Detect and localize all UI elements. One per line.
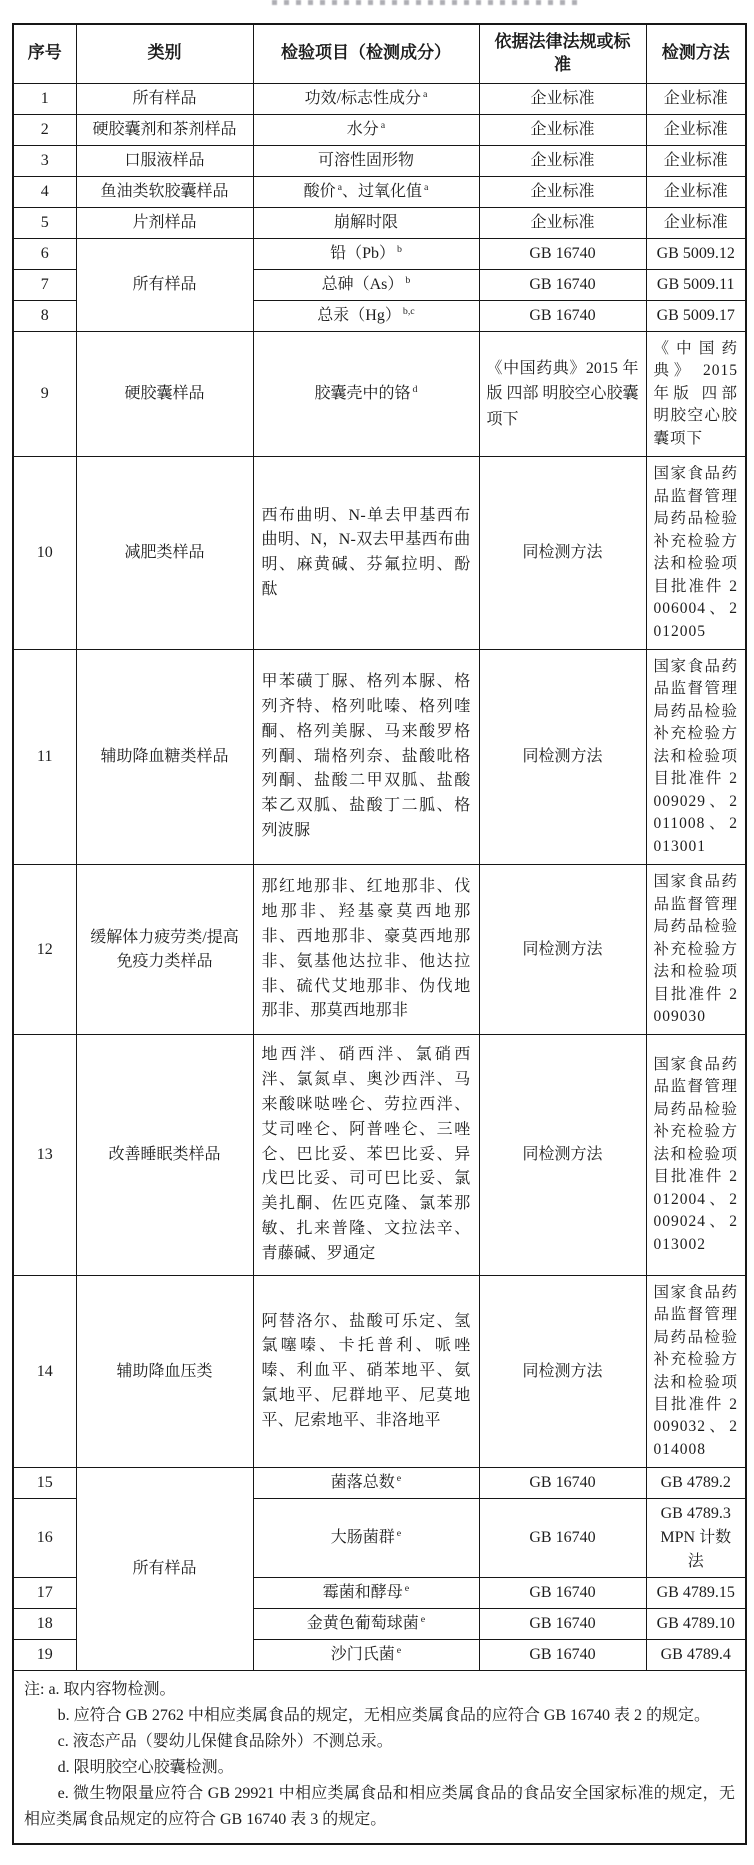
legal-basis-cell: GB 16740 (479, 300, 646, 331)
legal-basis-cell: 同检测方法 (479, 457, 646, 650)
test-method-cell: GB 5009.17 (646, 300, 746, 331)
category-cell: 减肥类样品 (76, 457, 253, 650)
legal-basis-cell: GB 16740 (479, 1578, 646, 1609)
legal-basis-cell: 《中国药典》2015 年版 四部 明胶空心胶囊项下 (479, 331, 646, 456)
category-cell: 鱼油类软胶囊样品 (76, 176, 253, 207)
category-cell: 口服液样品 (76, 145, 253, 176)
test-item-cell: 甲苯磺丁脲、格列本脲、格列齐特、格列吡嗪、格列喹酮、格列美脲、马来酸罗格列酮、瑞格列奈、盐酸吡格列酮、盐酸二甲双胍、盐酸苯乙双胍、盐酸丁二胍、格列波脲 (253, 649, 479, 864)
note-line-e: e. 微生物限量应符合 GB 29921 中相应类属食品和相应类属食品的食品安全国家标准的规定，无相应类属食品规定的应符合 GB 16740 表 3 的规定。 (24, 1785, 735, 1828)
test-method-cell: 《中国药典》 2015 年版 四部 明胶空心胶囊项下 (646, 331, 746, 456)
table-row (13, 1468, 746, 1499)
table-row (13, 176, 746, 207)
test-method-cell: 国家食品药品监督管理局药品检验补充检验方法和检验项目批准件 2009029、2011008、2013001 (646, 649, 746, 864)
footnote-marker: e (396, 1528, 402, 1540)
notes-row (13, 1671, 746, 1844)
table-row (13, 1035, 746, 1275)
serial-number-cell: 5 (13, 207, 76, 238)
test-item-cell: 可溶性固形物 (253, 145, 479, 176)
table-row (13, 83, 746, 114)
table-row (13, 865, 746, 1035)
serial-number-cell: 4 (13, 176, 76, 207)
header-serial-number: 序号 (13, 24, 76, 83)
test-method-cell: GB 4789.2 (646, 1468, 746, 1499)
test-item-cell: 铅（Pb） $^b$ (253, 238, 479, 269)
test-item-cell: 西布曲明、N-单去甲基西布曲明、N，N-双去甲基西布曲明、麻黄碱、芬氟拉明、酚酞 (253, 457, 479, 650)
test-item-cell: 大肠菌群 $^e$ (253, 1499, 479, 1578)
note-line-c: c. 液态产品（婴幼儿保健食品除外）不测总汞。 (57, 1733, 393, 1751)
test-method-cell: 企业标准 (646, 145, 746, 176)
header-test-method: 检测方法 (646, 24, 746, 83)
test-item-cell: 崩解时限 (253, 207, 479, 238)
test-method-cell: 企业标准 (646, 83, 746, 114)
category-cell: 所有样品 (76, 83, 253, 114)
footnote-marker: e (420, 1614, 426, 1626)
legal-basis-cell: GB 16740 (479, 1468, 646, 1499)
inspection-items-table (12, 23, 747, 1845)
test-method-cell: 国家食品药品监督管理局药品检验补充检验方法和检验项目批准件 2012004、2009024、2013002 (646, 1035, 746, 1275)
note-line-a (24, 1677, 735, 1703)
test-method-cell: GB 4789.15 (646, 1578, 746, 1609)
serial-number-cell: 19 (13, 1640, 76, 1671)
test-item-cell: 霉菌和酵母 $^e$ (253, 1578, 479, 1609)
notes-label: 注: (24, 1681, 49, 1699)
table-footnotes (13, 1671, 746, 1844)
test-method-cell: GB 5009.12 (646, 238, 746, 269)
legal-basis-cell: 同检测方法 (479, 1035, 646, 1275)
test-item-cell: 地西泮、硝西泮、氯硝西泮、氯氮卓、奥沙西泮、马来酸咪哒唑仑、劳拉西泮、艾司唑仑、阿普唑仑、三唑仑、巴比妥、苯巴比妥、异戊巴比妥、司可巴比妥、氯美扎酮、佐匹克隆、氯苯那敏、扎来普隆、文拉法辛、青藤碱、罗通定 (253, 1035, 479, 1275)
test-method-cell: 国家食品药品监督管理局药品检验补充检验方法和检验项目批准件 2006004、2012005 (646, 457, 746, 650)
serial-number-cell: 11 (13, 649, 76, 864)
legal-basis-cell: GB 16740 (479, 238, 646, 269)
legal-basis-cell: 同检测方法 (479, 1275, 646, 1468)
category-cell: 缓解体力疲劳类/提高免疫力类样品 (76, 865, 253, 1035)
category-cell: 辅助降血压类 (76, 1275, 253, 1468)
footnote-marker: a (423, 88, 428, 100)
test-method-cell: GB 4789.10 (646, 1609, 746, 1640)
category-cell: 所有样品 (76, 1468, 253, 1671)
table-row (13, 457, 746, 650)
header-test-item: 检验项目（检测成分） (253, 24, 479, 83)
test-method-cell: GB 5009.11 (646, 269, 746, 300)
serial-number-cell: 14 (13, 1275, 76, 1468)
test-method-cell: 企业标准 (646, 176, 746, 207)
test-item-cell: 那红地那非、红地那非、伐地那非、羟基豪莫西地那非、西地那非、豪莫西地那非、氨基他达拉非、他达拉非、硫代艾地那非、伪伐地那非、那莫西地那非 (253, 865, 479, 1035)
serial-number-cell: 6 (13, 238, 76, 269)
serial-number-cell: 7 (13, 269, 76, 300)
serial-number-cell: 1 (13, 83, 76, 114)
notes-cell (13, 1671, 746, 1844)
legal-basis-cell: GB 16740 (479, 1640, 646, 1671)
table-row (13, 145, 746, 176)
legal-basis-cell: 企业标准 (479, 83, 646, 114)
legal-basis-cell: 同检测方法 (479, 865, 646, 1035)
category-cell: 硬胶囊剂和茶剂样品 (76, 114, 253, 145)
category-cell: 辅助降血糖类样品 (76, 649, 253, 864)
footnote-marker: b (396, 243, 402, 255)
serial-number-cell: 2 (13, 114, 76, 145)
test-item-cell: 总砷（As） $^b$ (253, 269, 479, 300)
clipped-title-fragment (272, 0, 582, 5)
test-item-cell: 沙门氏菌 $^e$ (253, 1640, 479, 1671)
legal-basis-cell: GB 16740 (479, 1499, 646, 1578)
test-method-cell: 国家食品药品监督管理局药品检验补充检验方法和检验项目批准件 2009030 (646, 865, 746, 1035)
table-row (13, 114, 746, 145)
footnote-marker: a (424, 181, 429, 193)
test-item-cell: 酸价 $^a$、过氧化值 $^a$ (253, 176, 479, 207)
header-legal-basis: 依据法律法规或标准 (479, 24, 646, 83)
test-method-cell: GB 4789.3 MPN 计数法 (646, 1499, 746, 1578)
note-line-b: b. 应符合 GB 2762 中相应类属食品的规定，无相应类属食品的应符合 GB 16740 表 2 的规定。 (57, 1707, 711, 1725)
legal-basis-cell: 企业标准 (479, 176, 646, 207)
serial-number-cell: 8 (13, 300, 76, 331)
table-row (13, 1275, 746, 1468)
category-cell: 硬胶囊样品 (76, 331, 253, 456)
test-item-cell: 胶囊壳中的铬 $^d$ (253, 331, 479, 456)
test-method-cell: GB 4789.4 (646, 1640, 746, 1671)
serial-number-cell: 9 (13, 331, 76, 456)
footnote-marker: d (412, 383, 418, 395)
serial-number-cell: 12 (13, 865, 76, 1035)
footnote-marker: e (396, 1473, 402, 1485)
legal-basis-cell: GB 16740 (479, 1609, 646, 1640)
header-category: 类别 (76, 24, 253, 83)
serial-number-cell: 3 (13, 145, 76, 176)
category-cell: 片剂样品 (76, 207, 253, 238)
table-row (13, 238, 746, 269)
table-row (13, 207, 746, 238)
serial-number-cell: 10 (13, 457, 76, 650)
footnote-marker: b,c (402, 305, 415, 317)
legal-basis-cell: 企业标准 (479, 145, 646, 176)
footnote-marker: b (405, 274, 411, 286)
test-method-cell: 国家食品药品监督管理局药品检验补充检验方法和检验项目批准件 2009032、2014008 (646, 1275, 746, 1468)
note-text-a: a. 取内容物检测。 (48, 1681, 176, 1699)
table-body (13, 83, 746, 1671)
category-cell: 所有样品 (76, 238, 253, 331)
test-item-cell: 水分 $^a$ (253, 114, 479, 145)
serial-number-cell: 16 (13, 1499, 76, 1578)
footnote-marker: a (337, 181, 342, 193)
category-cell: 改善睡眠类样品 (76, 1035, 253, 1275)
table-row (13, 649, 746, 864)
test-item-cell: 功效/标志性成分 $^a$ (253, 83, 479, 114)
header-row (13, 24, 746, 83)
table-header (13, 24, 746, 83)
serial-number-cell: 13 (13, 1035, 76, 1275)
legal-basis-cell: GB 16740 (479, 269, 646, 300)
footnote-marker: a (380, 119, 386, 131)
serial-number-cell: 18 (13, 1609, 76, 1640)
serial-number-cell: 17 (13, 1578, 76, 1609)
footnote-marker: e (396, 1645, 402, 1657)
legal-basis-cell: 同检测方法 (479, 649, 646, 864)
table-row (13, 331, 746, 456)
legal-basis-cell: 企业标准 (479, 114, 646, 145)
serial-number-cell: 15 (13, 1468, 76, 1499)
note-line-d: d. 限明胶空心胶囊检测。 (57, 1759, 234, 1777)
legal-basis-cell: 企业标准 (479, 207, 646, 238)
footnote-marker: e (404, 1583, 410, 1595)
test-method-cell: 企业标准 (646, 207, 746, 238)
test-method-cell: 企业标准 (646, 114, 746, 145)
test-item-cell: 阿替洛尔、盐酸可乐定、氢氯噻嗪、卡托普利、哌唑嗪、利血平、硝苯地平、氨氯地平、尼群地平、尼莫地平、尼索地平、非洛地平 (253, 1275, 479, 1468)
test-item-cell: 总汞（Hg） $^{b,c}$ (253, 300, 479, 331)
test-item-cell: 菌落总数 $^e$ (253, 1468, 479, 1499)
test-item-cell: 金黄色葡萄球菌 $^e$ (253, 1609, 479, 1640)
